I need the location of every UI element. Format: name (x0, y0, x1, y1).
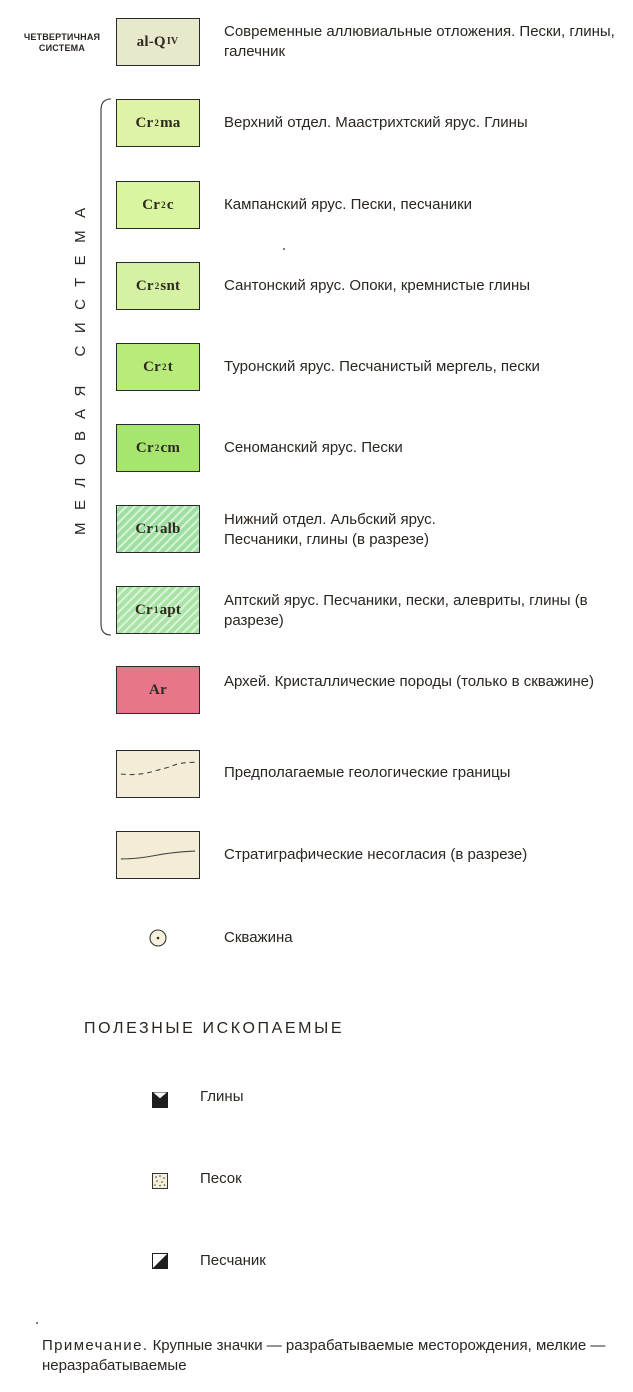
legend-box-cretaceous: Cr 2 ma (116, 99, 200, 147)
code-suffix: cm (160, 439, 181, 456)
scan-speck (36, 1322, 38, 1324)
footnote-prefix: Примечание. (42, 1337, 149, 1354)
code-suffix: c (166, 196, 174, 213)
legend-desc-cretaceous: Кампанский ярус. Пески, песчаники (224, 196, 473, 213)
legend-box-cretaceous: Cr 1 alb (116, 505, 200, 553)
quaternary-system-label: ЧЕТВЕРТИЧНАЯ СИСТЕМА (23, 32, 101, 53)
legend-box-cretaceous: Cr 2 c (116, 181, 200, 229)
code-suffix: apt (159, 601, 182, 618)
code-base: Cr (135, 439, 154, 456)
mineral-label-clay: Глины (200, 1088, 244, 1105)
code-base: Cr (135, 277, 154, 294)
code-base: Cr (143, 358, 161, 375)
code-base: Cr (134, 601, 153, 618)
sand-icon (152, 1173, 168, 1189)
legend-box-assumed-boundary (116, 750, 200, 798)
cretaceous-system-label: МЕЛОВАЯ СИСТЕМА (72, 195, 89, 535)
legend-desc-cretaceous: Сантонский ярус. Опоки, кремнистые глины (224, 277, 531, 294)
legend-box-quaternary: al-Q IV (116, 18, 200, 66)
code-base: Cr (135, 520, 154, 537)
code-suffix: snt (160, 277, 181, 294)
legend-box-unconformity (116, 831, 200, 879)
legend-box-cretaceous: Cr 1 apt (116, 586, 200, 634)
legend-box-cretaceous: Cr 2 cm (116, 424, 200, 472)
legend-desc-cretaceous: Верхний отдел. Маастрихтский ярус. Глины (224, 114, 528, 131)
mineral-label-sand: Песок (200, 1170, 242, 1187)
code-suffix: alb (159, 520, 181, 537)
footnote (42, 1336, 622, 1376)
legend-box-cretaceous: Cr 2 snt (116, 262, 200, 310)
legend-desc-cretaceous: Туронский ярус. Песчанистый мергель, пески (224, 358, 540, 375)
code-base: al-Q (136, 33, 166, 50)
mineral-label-sandstone: Песчаник (200, 1252, 266, 1269)
scan-speck (283, 248, 285, 250)
minerals-section-title: ПОЛЕЗНЫЕ ИСКОПАЕМЫЕ (84, 1020, 345, 1037)
legend-desc-cretaceous: Нижний отдел. Альбский ярус. Песчаники, глины (в разрезе) (224, 511, 436, 548)
clay-icon (152, 1092, 168, 1108)
legend-desc-unconformity: Стратиграфические несогласия (в разрезе) (224, 846, 528, 863)
legend-desc-quaternary: Современные аллювиальные отложения. Пески, глины, галечник (224, 23, 615, 60)
dashed-boundary-icon (117, 750, 199, 798)
legend-desc-cretaceous: Сеноманский ярус. Пески (224, 439, 403, 456)
code-suffix: t (167, 358, 173, 375)
code-base: Cr (135, 114, 154, 131)
legend-desc-cretaceous: Аптский ярус. Песчаники, пески, алевриты, глины (в разрезе) (224, 592, 588, 629)
legend-desc-borehole: Скважина (224, 929, 293, 946)
unconformity-line-icon (117, 831, 199, 879)
sandstone-icon (152, 1253, 168, 1269)
cretaceous-brace (100, 98, 112, 636)
legend-box-archean (116, 666, 200, 714)
legend-box-cretaceous: Cr 2 t (116, 343, 200, 391)
footnote-text: Крупные значки — разрабатываемые месторождения, мелкие — неразрабатываемые (42, 1337, 606, 1374)
code-base: Ar (149, 681, 167, 698)
code-base: Cr (142, 196, 161, 213)
code-suffix: ma (160, 114, 181, 131)
borehole-icon (148, 928, 168, 948)
legend-desc-archean: Архей. Кристаллические породы (только в скважине) (224, 673, 594, 690)
legend-desc-assumed-boundary: Предполагаемые геологические границы (224, 764, 511, 781)
